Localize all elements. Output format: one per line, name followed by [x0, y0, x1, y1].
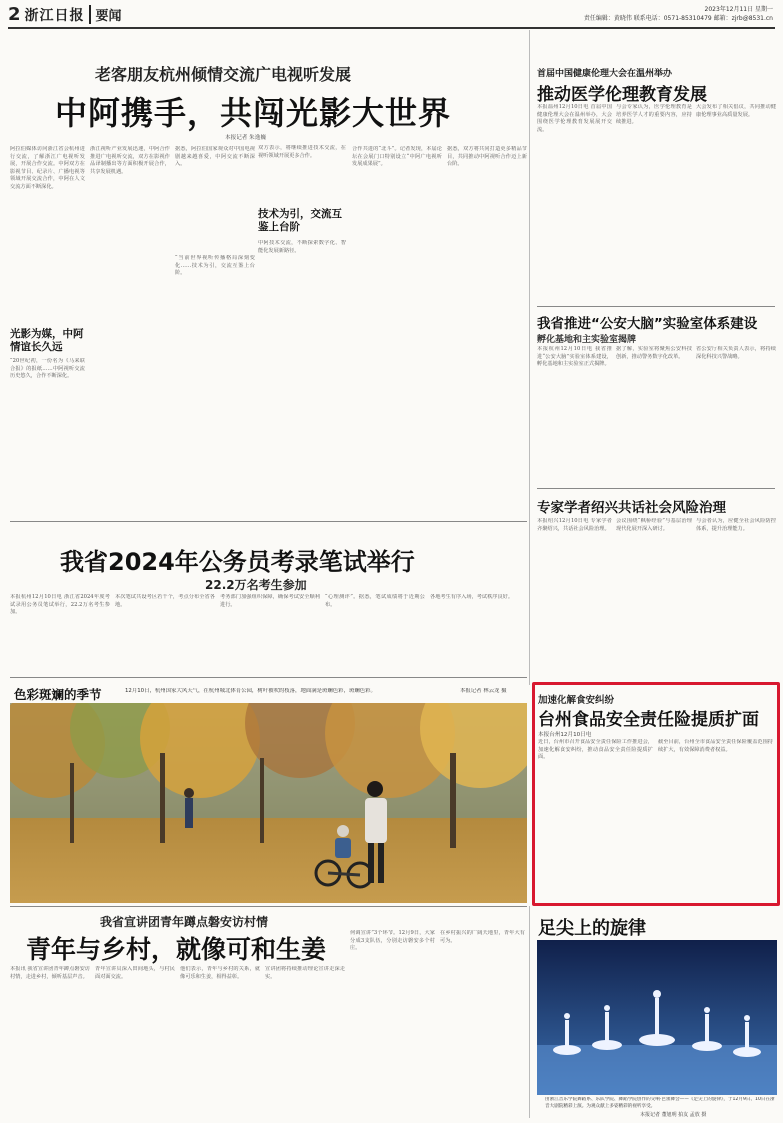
article4-col2: 本次笔试共设考区若干个，考点分布全省各地。 — [115, 594, 215, 608]
article2-col1: 本报杭州12月10日电 我省推进“公安大脑”实验室体系建设，孵化基地和主实验室正式揭牌。 — [537, 346, 612, 368]
masthead — [8, 4, 122, 25]
photo-caption: 12月10日，杭州国家大风天气，在杭州城北体育公园，树叶被吹的枝落，地面满是斑斓色彩，斑斓色彩。 — [125, 688, 376, 694]
article1-col6: 据悉，双方将共同打造更多精品节目，共同推动中阿视听合作迈上新台阶。 — [447, 146, 527, 168]
article5-title[interactable]: 专家学者绍兴共话社会风险治理 — [537, 500, 726, 516]
article7-col1: 本报讯 我省宣讲团青年蹲点磐安访村情，走进乡村，倾听基层声音。 — [10, 966, 90, 980]
article8-title[interactable]: 足尖上的旋律 — [538, 918, 646, 939]
ballet-photo — [537, 940, 777, 1095]
article7-col2: 青年宣讲员深入田间地头，与村民面对面交流。 — [95, 966, 175, 980]
article5-col3: 与会者认为，应健全社会风险防控体系，提升治理能力。 — [696, 518, 776, 532]
article4-col3: 考务部门加强组织保障，确保考试安全顺利进行。 — [220, 594, 320, 608]
article1-col4b: 中阿技术交流，不断探索数字化、智能化发展新路径。 — [258, 240, 346, 254]
article1-subhead2: 技术为引，交流互鉴上台阶 — [258, 208, 342, 233]
paper-name: 浙江日报 — [24, 7, 85, 24]
article7-col4: 宣讲团将持续推动理论宣讲走深走实。 — [265, 966, 345, 980]
photo-title: 色彩斑斓的季节 — [14, 687, 102, 702]
article1-col1: 阿拉伯媒体访问浙江省会杭州进行交流，了解浙江广电视听发展，开展合作交流。中阿双方在影视节目、纪录片、广播电视等领域开展交流合作，中阿在人文交流方面不断深化。 — [10, 146, 85, 190]
article5-col2: 会议围绕“枫桥经验”与基层治理现代化展开深入研讨。 — [616, 518, 692, 532]
article7-kicker: 我省宣讲团青年蹲点磐安访村情 — [100, 915, 269, 929]
article6-title[interactable]: 台州食品安全责任险提质扩面 — [538, 710, 759, 730]
article4-col5: 各地考生有序入场，考试秩序良好。 — [430, 594, 514, 600]
column-divider — [529, 30, 530, 685]
article1-col3: 据悉，阿拉伯国家观众对中国电视剧越来越喜爱，中阿交流不断深入。 — [175, 146, 255, 168]
article2-subtitle: 孵化基地和主实验室揭牌 — [537, 335, 637, 345]
article6-col2: 截至目前，台州全市食品安全责任保险覆盖范围持续扩大，有效保障消费者权益。 — [658, 739, 773, 753]
article2-col2: 据了解，实验室将聚焦公安科技创新，推动警务数字化改革。 — [616, 346, 692, 360]
divider-c — [10, 521, 527, 522]
divider-b — [537, 488, 775, 489]
ballet-stage-image — [537, 940, 777, 1095]
article8-caption: 由浙江音乐学院舞蹈系、乐队学院、舞蹈学院创作的交响·芭蕾舞会——《足尖上的旋律》，于12月9日、10日在浙音大剧院精彩上演。为观众献上多姿精彩的视听享受。 — [545, 1097, 775, 1109]
article1-col5: 合作共进的“北斗”。记者发现，本届论坛在会展门口特别设立“中阿广电视听发展成果展”。 — [352, 146, 442, 168]
editor-line: 责任编辑：黄晓伟 联系电话：0571-85310479 邮箱：zjrb@8531.cn — [583, 15, 773, 22]
article3-col1: 本报温州12月10日电 首届中国健康伦理大会在温州举办，大会围绕医学伦理教育发展展开交流。 — [537, 104, 612, 133]
article7-col6: 在乡村振兴的广阔天地里，青年大有可为。 — [440, 930, 525, 944]
article1-col4a: 双方表示，将继续推进技术交流，在视听领域开展更多合作。 — [258, 145, 346, 159]
article6-byline: 本报台州12月10日电 — [538, 732, 592, 738]
article1-col3b: “当前世界视听传播格局深刻变化……技术为引，交流互鉴上台阶。 — [175, 255, 255, 277]
article7-col3: 他们表示，青年与乡村的关系，就像可乐和生姜，相得益彰。 — [180, 966, 260, 980]
divider-a — [537, 306, 775, 307]
article1-byline: 本报记者 朱逸巍 — [225, 135, 266, 141]
article3-col3: 大会发布了相关倡议，共同推动健康伦理事业高质量发展。 — [696, 104, 776, 118]
article3-kicker: 首届中国健康伦理大会在温州举办 — [537, 69, 673, 79]
divider-d — [10, 677, 527, 678]
article1-kicker: 老客朋友杭州倾情交流广电视听发展 — [95, 65, 352, 84]
header-rule — [8, 27, 775, 29]
column-divider-b — [529, 906, 530, 1118]
divider-e — [10, 906, 527, 907]
article1-title[interactable]: 中阿携手，共闯光影大世界 — [55, 94, 452, 132]
article4-col1: 本报杭州12月10日电 浙江省2024年度考试录用公务员笔试举行，22.2万名考生参加。 — [10, 594, 110, 616]
article6-col1: 近日，台州市召开食品安全责任保险工作推进会，加速化解食安纠纷，推动食品安全责任险提质扩面。 — [538, 739, 653, 761]
section-name: 要闻 — [89, 5, 122, 24]
article7-col5: 何调宣讲”3个环节。12月9日，大家分成3支队伍，分别走访磐安多个村庄。 — [350, 930, 435, 952]
article6-kicker: 加速化解食安纠纷 — [538, 695, 615, 706]
autumn-park-image — [10, 703, 527, 903]
article1-subhead1: 光影为媒，中阿情谊长久远 — [10, 328, 84, 353]
article2-title[interactable]: 我省推进“公安大脑”实验室体系建设 — [537, 316, 758, 332]
article3-col2: 与会专家认为，医学伦理教育是培养医学人才的重要内容，应持续推进。 — [616, 104, 692, 126]
article4-title[interactable]: 我省2024年公务员考录笔试举行 — [60, 548, 415, 576]
article8-credit: 本报记者 董旭明 拍友 孟放 摄 — [640, 1112, 707, 1118]
article4-col4: “心理测评”。据悉，笔试成绩将于近期公布。 — [325, 594, 425, 608]
date-line: 2023年12月11日 星期一 — [704, 6, 773, 13]
article2-col3: 省公安厅相关负责人表示，将持续深化科技兴警战略。 — [696, 346, 776, 360]
photo-credit: 本报记者 林云龙 摄 — [460, 688, 507, 694]
article5-col1: 本报绍兴12月10日电 专家学者齐聚绍兴，共话社会风险治理。 — [537, 518, 612, 532]
article3-title[interactable]: 推动医学伦理教育发展 — [537, 85, 707, 105]
autumn-photo — [10, 703, 527, 903]
article1-col1b: “20世纪初，一份名为《马来联合报》的报纸……中阿视听交流历史悠久，合作不断深化。 — [10, 358, 85, 380]
article4-subtitle: 22.2万名考生参加 — [205, 578, 307, 592]
article7-title[interactable]: 青年与乡村，就像可和生姜 — [26, 935, 327, 964]
page-number: 2 — [8, 4, 21, 25]
article1-col2: 浙江视听产业发展迅速，中阿合作推进广电视听交流，双方在影视作品译制播出等方面积极开展合作，共享发展机遇。 — [90, 146, 170, 175]
header-info — [584, 5, 773, 23]
